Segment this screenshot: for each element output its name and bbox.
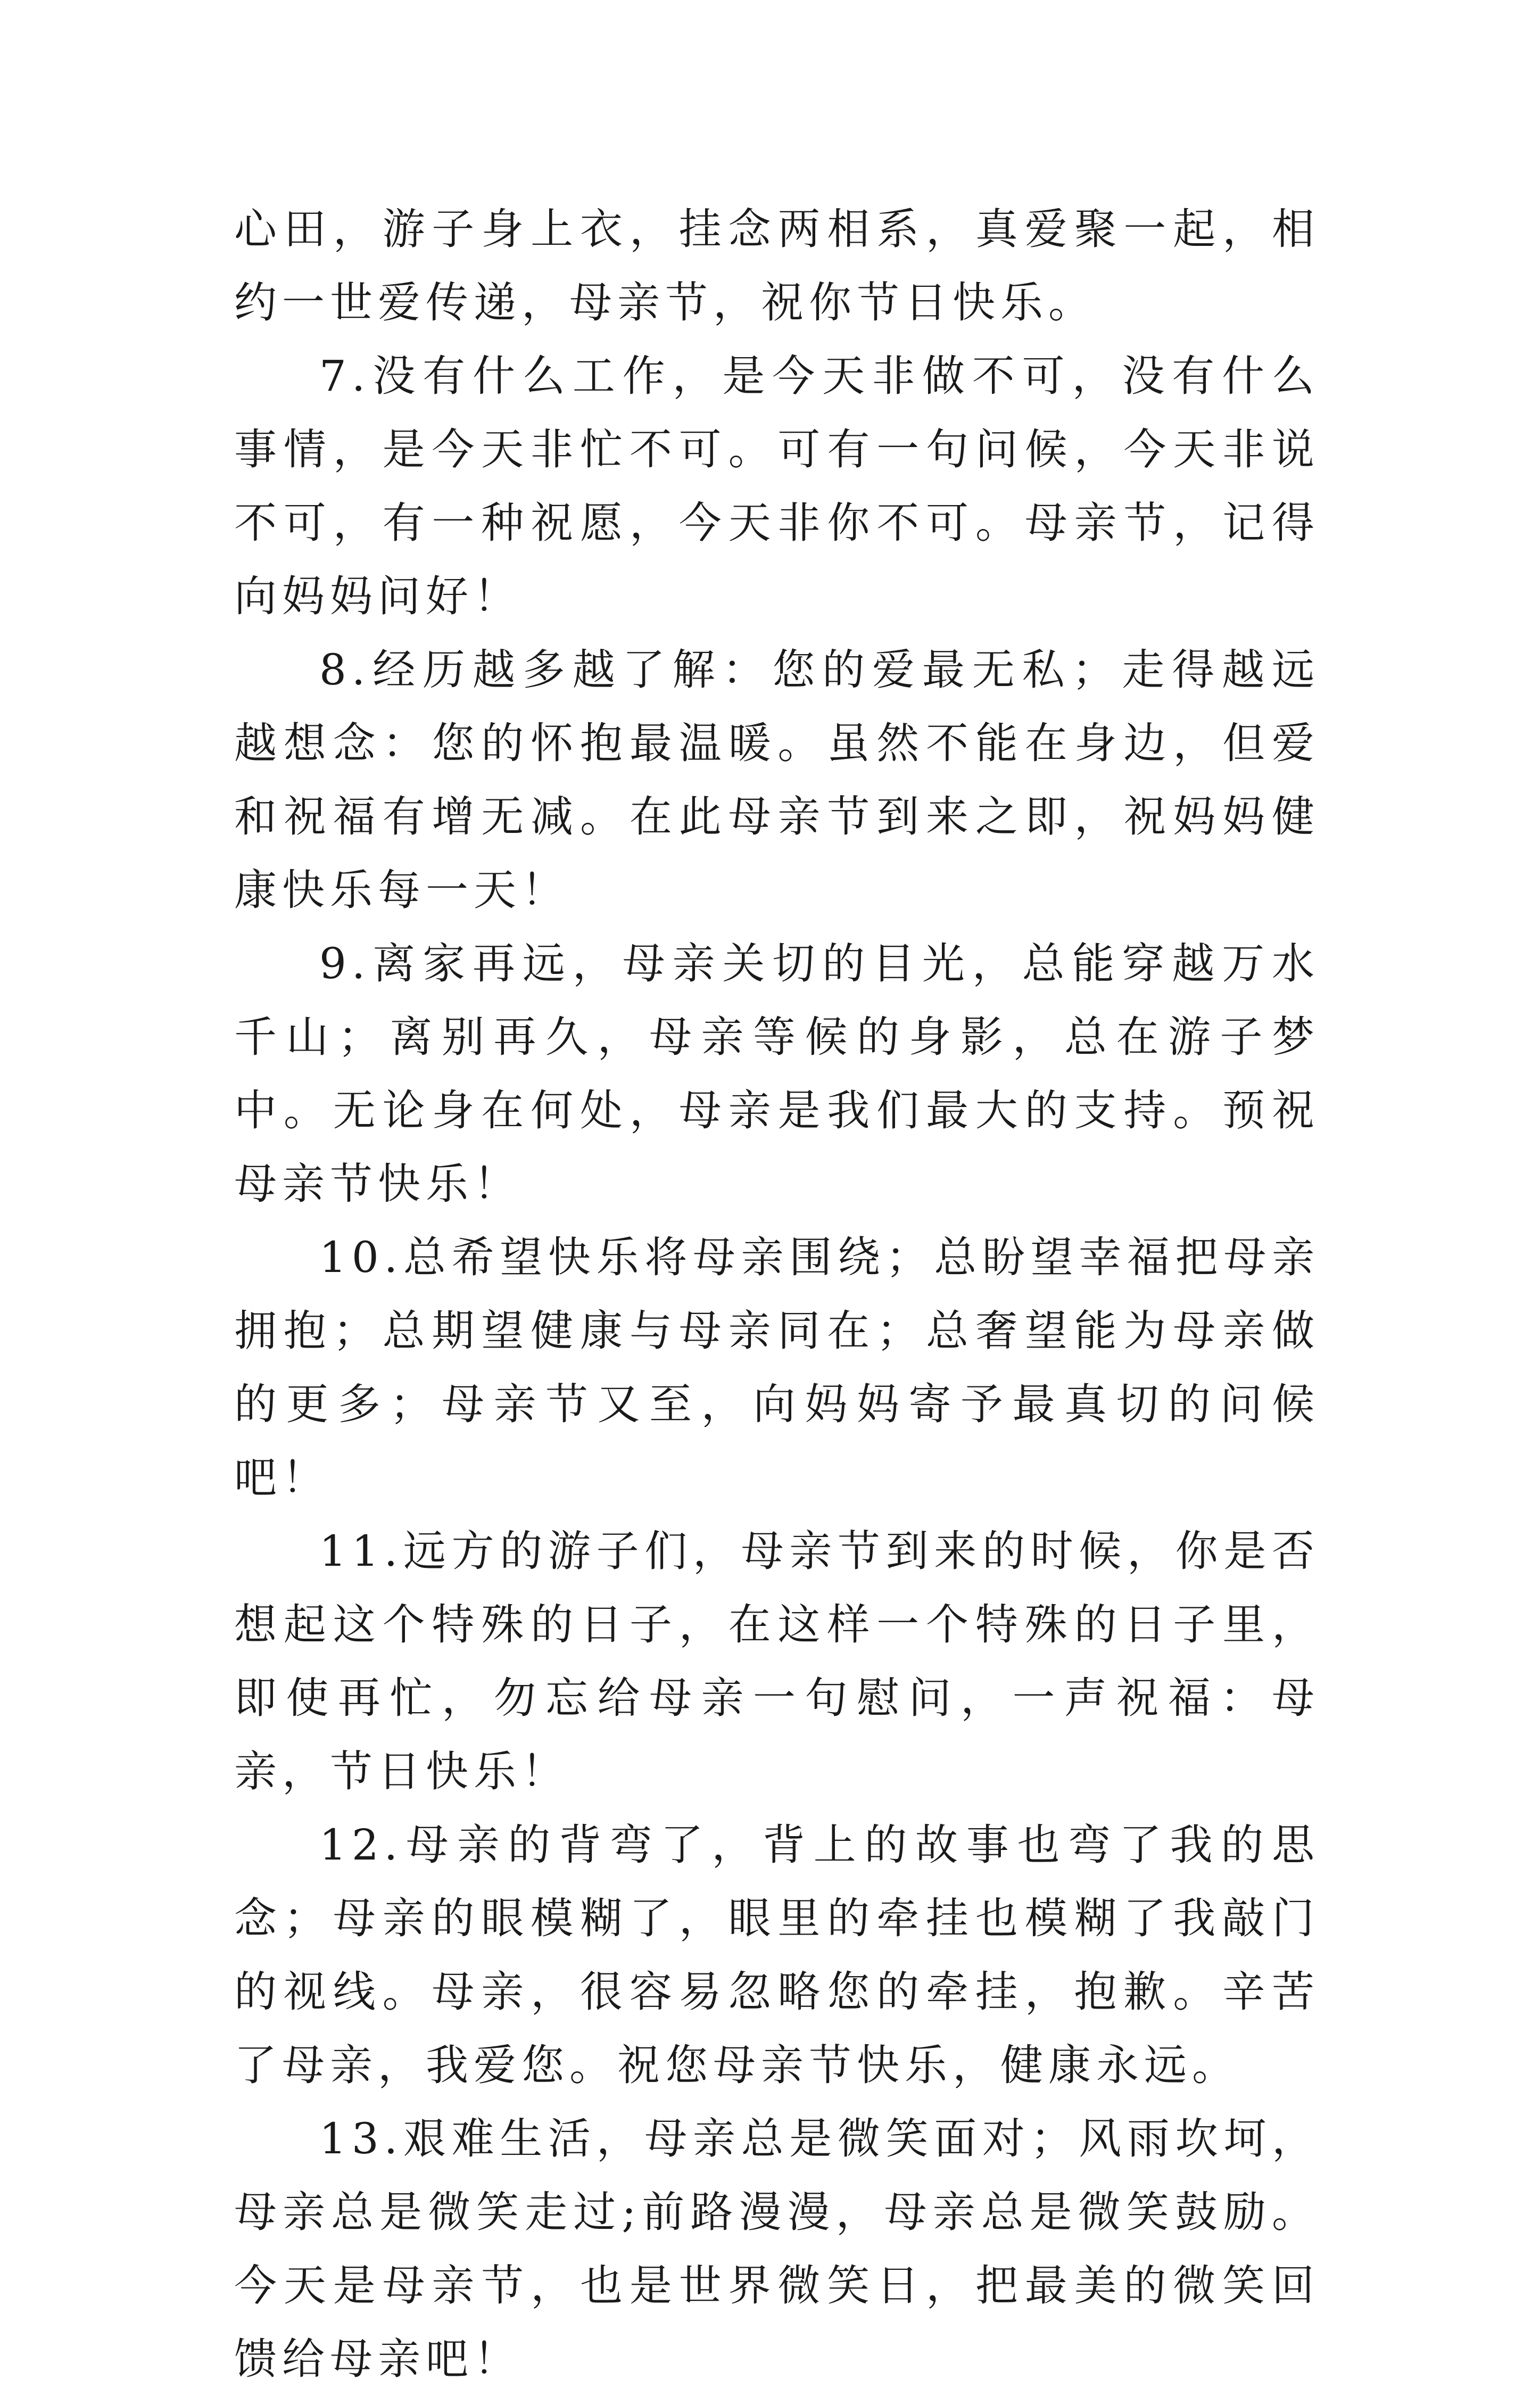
document-body (234, 193, 1320, 2396)
paragraph-item-9: 9.离家再远，母亲关切的目光，总能穿越万水千山；离别再久，母亲等候的身影，总在游子梦中。无论身在何处，母亲是我们最大的支持。预祝母亲节快乐！ (234, 939, 1320, 1209)
paragraph-item-8: 8.经历越多越了解：您的爱最无私；走得越远越想念：您的怀抱最温暖。虽然不能在身边，但爱和祝福有增无减。在此母亲节到来之即，祝妈妈健康快乐每一天！ (234, 645, 1320, 915)
paragraph-item-12: 12.母亲的背弯了，背上的故事也弯了我的思念；母亲的眼模糊了，眼里的牵挂也模糊了我敲门的视线。母亲，很容易忽略您的牵挂，抱歉。辛苦了母亲，我爱您。祝您母亲节快乐，健康永远。 (234, 1820, 1320, 2090)
paragraph-item-13: 13.艰难生活，母亲总是微笑面对；风雨坎坷，母亲总是微笑走过;前路漫漫，母亲总是微笑鼓励。今天是母亲节，也是世界微笑日，把最美的微笑回馈给母亲吧！ (234, 2114, 1320, 2384)
paragraph-continuation: 心田，游子身上衣，挂念两相系，真爱聚一起，相约一世爱传递，母亲节，祝你节日快乐。 (234, 204, 1320, 327)
paragraph-item-7: 7.没有什么工作，是今天非做不可，没有什么事情，是今天非忙不可。可有一句问候，今天非说不可，有一种祝愿，今天非你不可。母亲节，记得向妈妈问好！ (234, 351, 1320, 621)
paragraph-item-10: 10.总希望快乐将母亲围绕；总盼望幸福把母亲拥抱；总期望健康与母亲同在；总奢望能为母亲做的更多；母亲节又至，向妈妈寄予最真切的问候吧！ (234, 1233, 1320, 1502)
paragraph-item-11: 11.远方的游子们，母亲节到来的时候，你是否想起这个特殊的日子，在这样一个特殊的日子里，即使再忙，勿忘给母亲一句慰问，一声祝福：母亲，节日快乐！ (234, 1526, 1320, 1796)
